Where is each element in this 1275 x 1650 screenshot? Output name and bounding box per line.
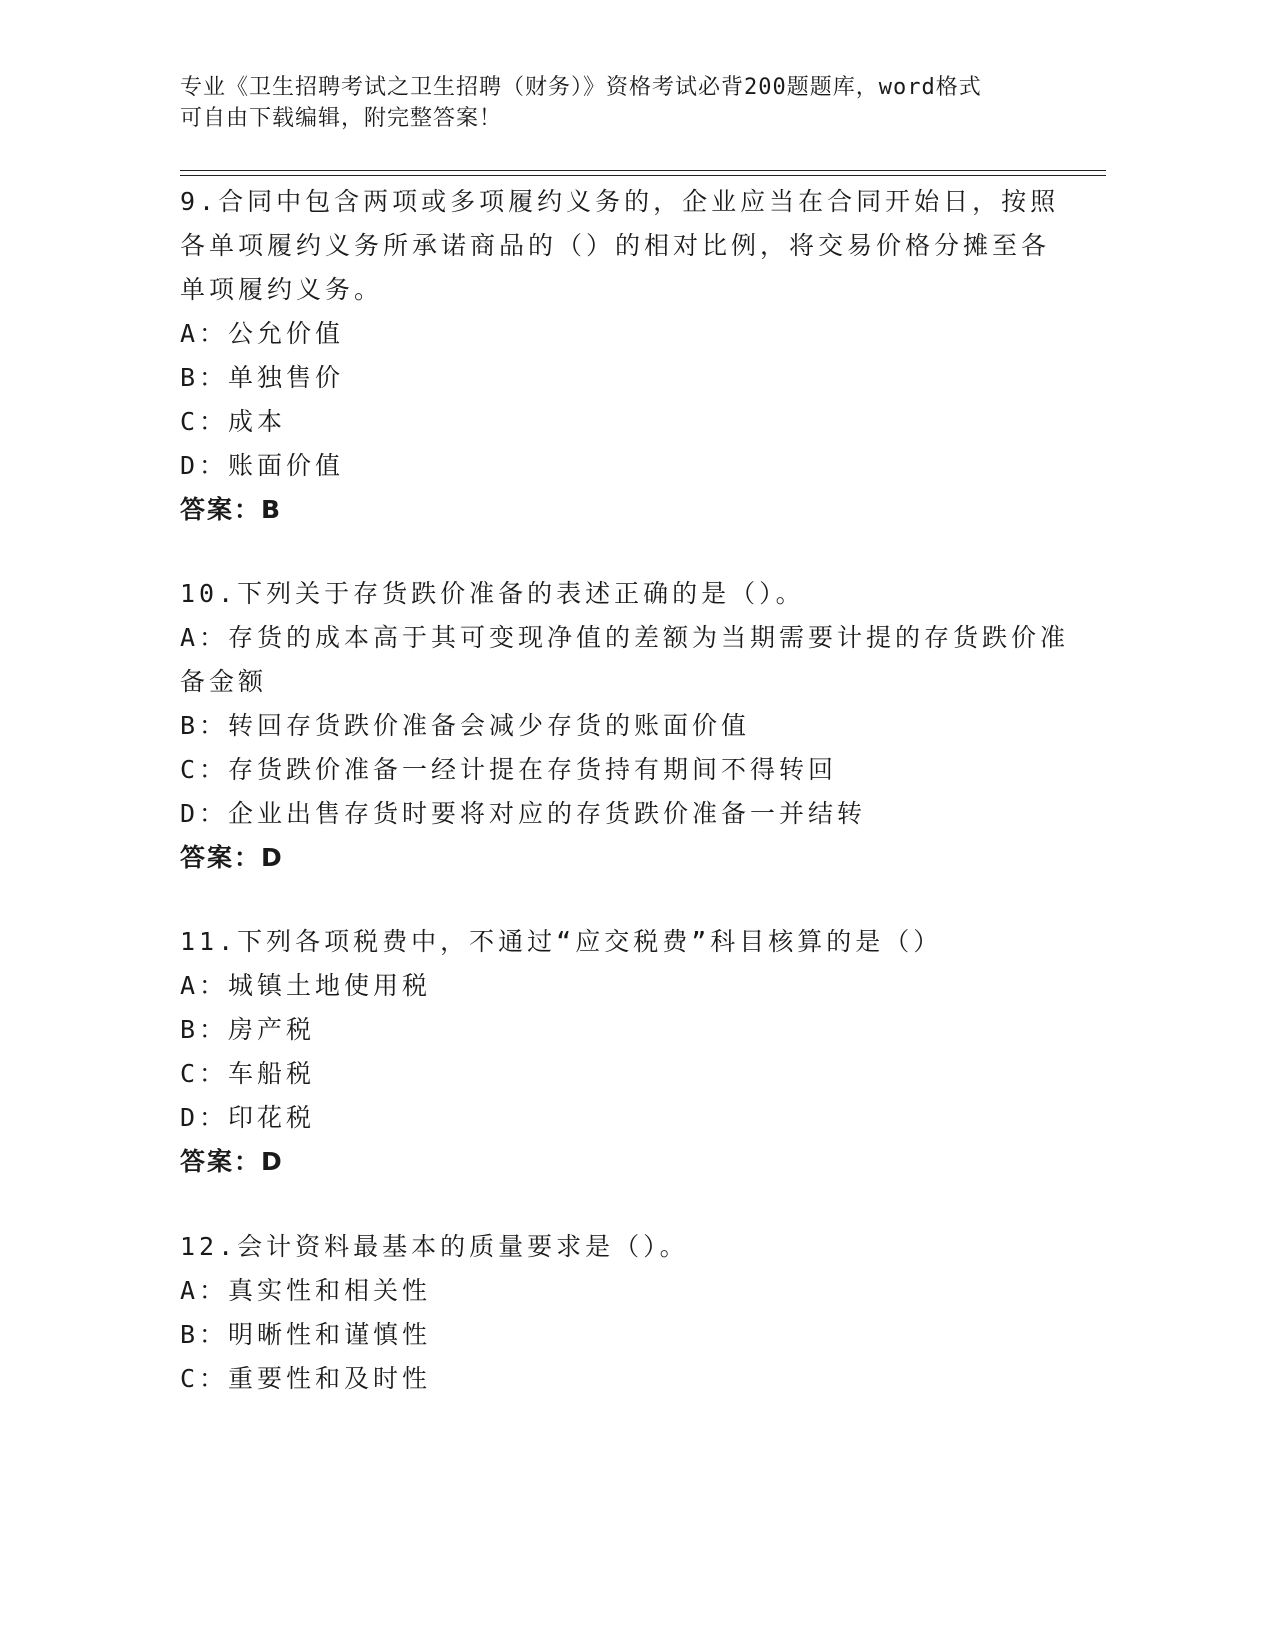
option-a: A：真实性和相关性 xyxy=(180,1276,432,1305)
question-12 xyxy=(180,1225,1060,1401)
option-b: B：转回存货跌价准备会减少存货的账面价值 xyxy=(180,711,751,740)
question-11 xyxy=(180,920,1060,1184)
option-b: B：房产税 xyxy=(180,1015,316,1044)
header-divider-bottom xyxy=(180,175,1106,176)
question-stem-line: 9.合同中包含两项或多项履约义务的，企业应当在合同开始日，按照 xyxy=(180,187,1060,216)
header-divider-top xyxy=(180,170,1106,171)
option-d: D：企业出售存货时要将对应的存货跌价准备一并结转 xyxy=(180,799,867,828)
question-10 xyxy=(180,572,1070,880)
header-title-line-2: 可自由下载编辑，附完整答案！ xyxy=(180,106,503,131)
option-a-continued: 备金额 xyxy=(180,667,268,696)
option-c: C：成本 xyxy=(180,407,287,436)
answer-label: 答案：B xyxy=(180,495,283,524)
option-a: A：存货的成本高于其可变现净值的差额为当期需要计提的存货跌价准 xyxy=(180,623,1070,652)
option-b: B：明晰性和谨慎性 xyxy=(180,1320,432,1349)
answer-label: 答案：D xyxy=(180,843,284,872)
question-stem-line: 11.下列各项税费中，不通过“应交税费”科目核算的是（） xyxy=(180,927,943,956)
answer-label: 答案：D xyxy=(180,1147,284,1176)
option-d: D：印花税 xyxy=(180,1103,316,1132)
question-stem-line: 各单项履约义务所承诺商品的（）的相对比例，将交易价格分摊至各 xyxy=(180,231,1051,260)
document-header xyxy=(180,72,1060,134)
option-a: A：公允价值 xyxy=(180,319,345,348)
option-c: C：重要性和及时性 xyxy=(180,1364,432,1393)
option-c: C：车船税 xyxy=(180,1059,316,1088)
option-c: C：存货跌价准备一经计提在存货持有期间不得转回 xyxy=(180,755,838,784)
question-stem-line: 10.下列关于存货跌价准备的表述正确的是（）。 xyxy=(180,579,805,608)
option-d: D：账面价值 xyxy=(180,451,345,480)
header-title-line-1: 专业《卫生招聘考试之卫生招聘（财务）》资格考试必背200题题库，word格式 xyxy=(180,75,982,100)
option-a: A：城镇土地使用税 xyxy=(180,971,432,1000)
option-b: B：单独售价 xyxy=(180,363,345,392)
question-stem-line: 单项履约义务。 xyxy=(180,275,384,304)
question-stem-line: 12.会计资料最基本的质量要求是（）。 xyxy=(180,1232,689,1261)
question-9 xyxy=(180,180,1060,532)
